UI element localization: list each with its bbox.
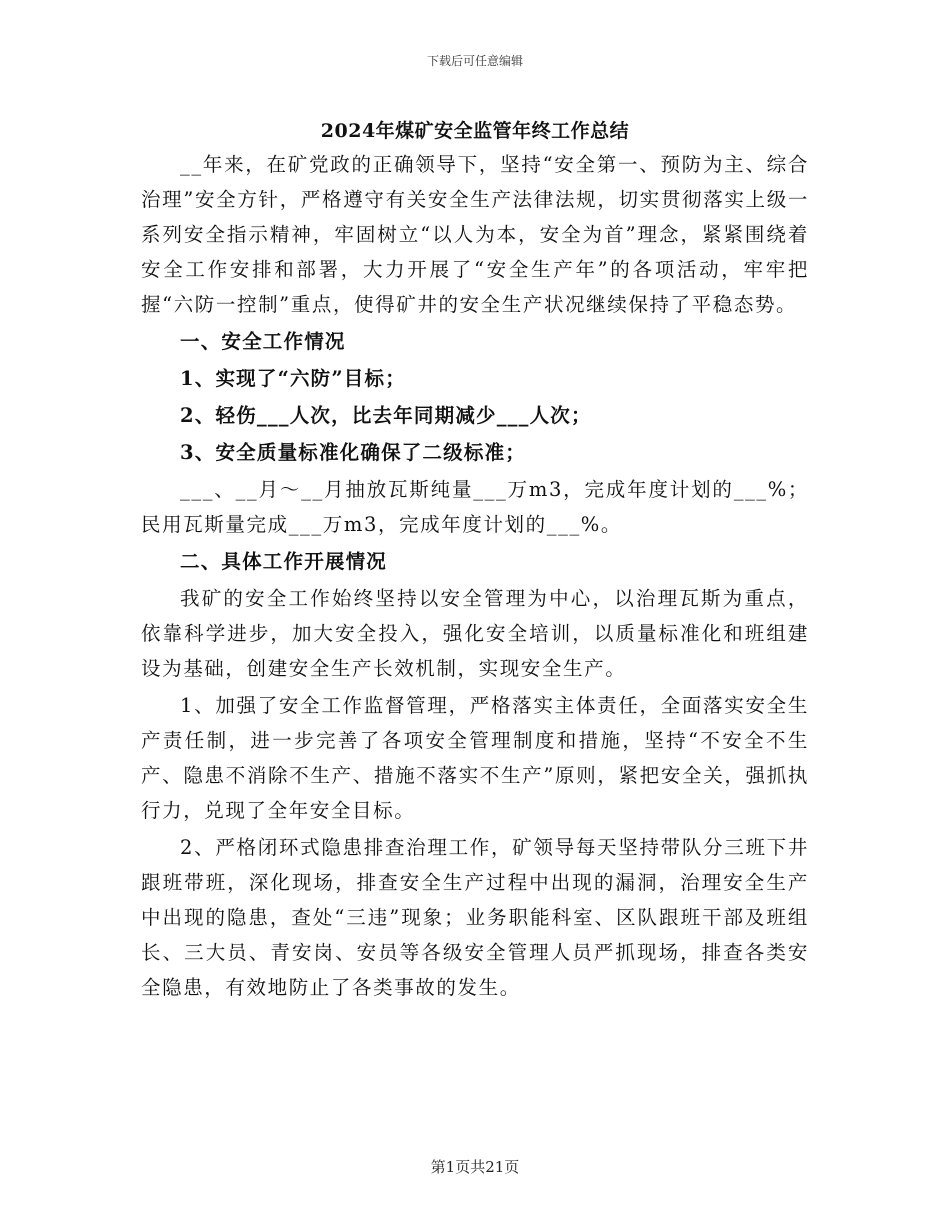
page-number: 第1页共21页 bbox=[430, 1158, 520, 1176]
gas-drainage-paragraph: ___、__月～__月抽放瓦斯纯量___万m3，完成年度计划的___%；民用瓦斯量完成___万m3，完成年度计划的___%。 bbox=[141, 478, 809, 536]
list-item-six-prevention: 1、实现了“六防”目标； bbox=[180, 367, 406, 390]
intro-paragraph: __年来，在矿党政的正确领导下，坚持“安全第一、预防为主、综合治理”安全方针，严格遵守有关安全生产法律法规，切实贯彻落实上级一系列安全指示精神，牢固树立“以人为本，安全为首”理念，紧紧围绕着安全工作安排和部署，大力开展了“安全生产年”的各项活动，牢牢把握“六防一控制”重点，使得矿井的安全生产状况继续保持了平稳态势。 bbox=[141, 153, 809, 316]
section-heading-safety-work: 一、安全工作情况 bbox=[180, 330, 346, 353]
page-header: 下载后可任意编辑 bbox=[426, 54, 523, 68]
work-overview-paragraph: 我矿的安全工作始终坚持以安全管理为中心，以治理瓦斯为重点，依靠科学进步，加大安全投入，强化安全培训，以质量标准化和班组建设为基础，创建安全生产长效机制，实现安全生产。 bbox=[141, 587, 809, 680]
hazard-inspection-paragraph: 2、严格闭环式隐患排查治理工作，矿领导每天坚持带队分三班下井跟班带班，深化现场，排查安全生产过程中出现的漏洞，治理安全生产中出现的隐患，查处“三违”现象；业务职能科室、区队跟班干部及班组长、三大员、青安岗、安员等各级安全管理人员严抓现场，排查各类安全隐患，有效地防止了各类事故的发生。 bbox=[141, 836, 809, 999]
document-body bbox=[141, 147, 809, 1005]
document-title: 2024年煤矿安全监管年终工作总结 bbox=[320, 120, 630, 142]
section-heading-work-progress: 二、具体工作开展情况 bbox=[180, 550, 388, 573]
list-item-minor-injuries: 2、轻伤___人次，比去年同期减少___人次； bbox=[180, 404, 592, 427]
list-item-quality-standard: 3、安全质量标准化确保了二级标准； bbox=[180, 441, 526, 464]
supervision-paragraph: 1、加强了安全工作监督管理，严格落实主体责任，全面落实安全生产责任制，进一步完善了各项安全管理制度和措施，坚持“不安全不生产、隐患不消除不生产、措施不落实不生产”原则，紧把安全关，强抓执行力，兑现了全年安全目标。 bbox=[141, 694, 809, 822]
